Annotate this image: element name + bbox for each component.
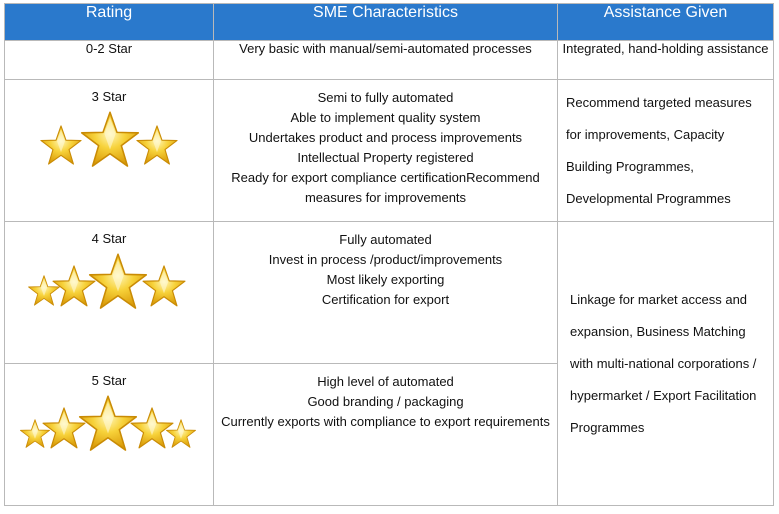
five-stars-icon [19,395,199,465]
rating-label: 5 Star [91,373,127,388]
characteristic-line: Currently exports with compliance to export requirements [221,414,550,429]
rating-label: 0-2 Star [85,41,133,56]
characteristic-line: Good branding / packaging [307,394,464,409]
assistance-cell [558,80,774,222]
characteristic-line: Semi to fully automated [317,90,454,105]
rating-cell [5,41,214,80]
header-assistance: Assistance Given [558,4,774,41]
characteristic-line: Able to implement quality system [290,110,481,125]
characteristic-line: Certification for export [321,292,450,307]
assistance-text: Integrated, hand-holding assistance [562,41,769,56]
characteristic-line: Intellectual Property registered [297,150,474,165]
header-rating: Rating [5,4,214,41]
characteristic-line: Very basic with manual/semi-automated processes [239,41,532,56]
characteristic-line: High level of automated [317,374,454,389]
assistance-cell [558,222,774,506]
assistance-cell [558,41,774,80]
table-row-4-star [5,222,774,364]
rating-cell [5,80,214,222]
characteristic-line: Fully automated [339,232,432,247]
characteristic-line: Ready for export compliance certificationRecommend [231,170,540,185]
table-row-0-2-star [5,41,774,80]
rating-cell [5,222,214,364]
four-stars-icon [27,253,191,323]
characteristic-line: Invest in process /product/improvements [268,252,503,267]
characteristics-cell [214,222,558,364]
characteristics-cell [214,41,558,80]
characteristic-line: Most likely exporting [326,272,445,287]
characteristics-cell [214,364,558,506]
rating-cell [5,364,214,506]
characteristics-cell [214,80,558,222]
rating-label: 4 Star [91,231,127,246]
header-characteristics: SME Characteristics [214,4,558,41]
characteristic-line: Undertakes product and process improvements [248,130,523,145]
rating-label: 3 Star [91,89,127,104]
assistance-text: Linkage for market access and expansion, Business Matching with multi-national corporations / hypermarket / Export Facilitation Programmes [570,291,757,435]
table-row-3-star [5,80,774,222]
sme-rating-table [4,3,774,506]
assistance-text: Recommend targeted measures for improvements, Capacity Building Programmes, Developmental Programmes [566,94,752,206]
characteristic-line: measures for improvements [304,190,467,205]
rating-table-frame [4,3,773,508]
three-stars-icon [39,111,179,181]
header-row [5,4,774,41]
